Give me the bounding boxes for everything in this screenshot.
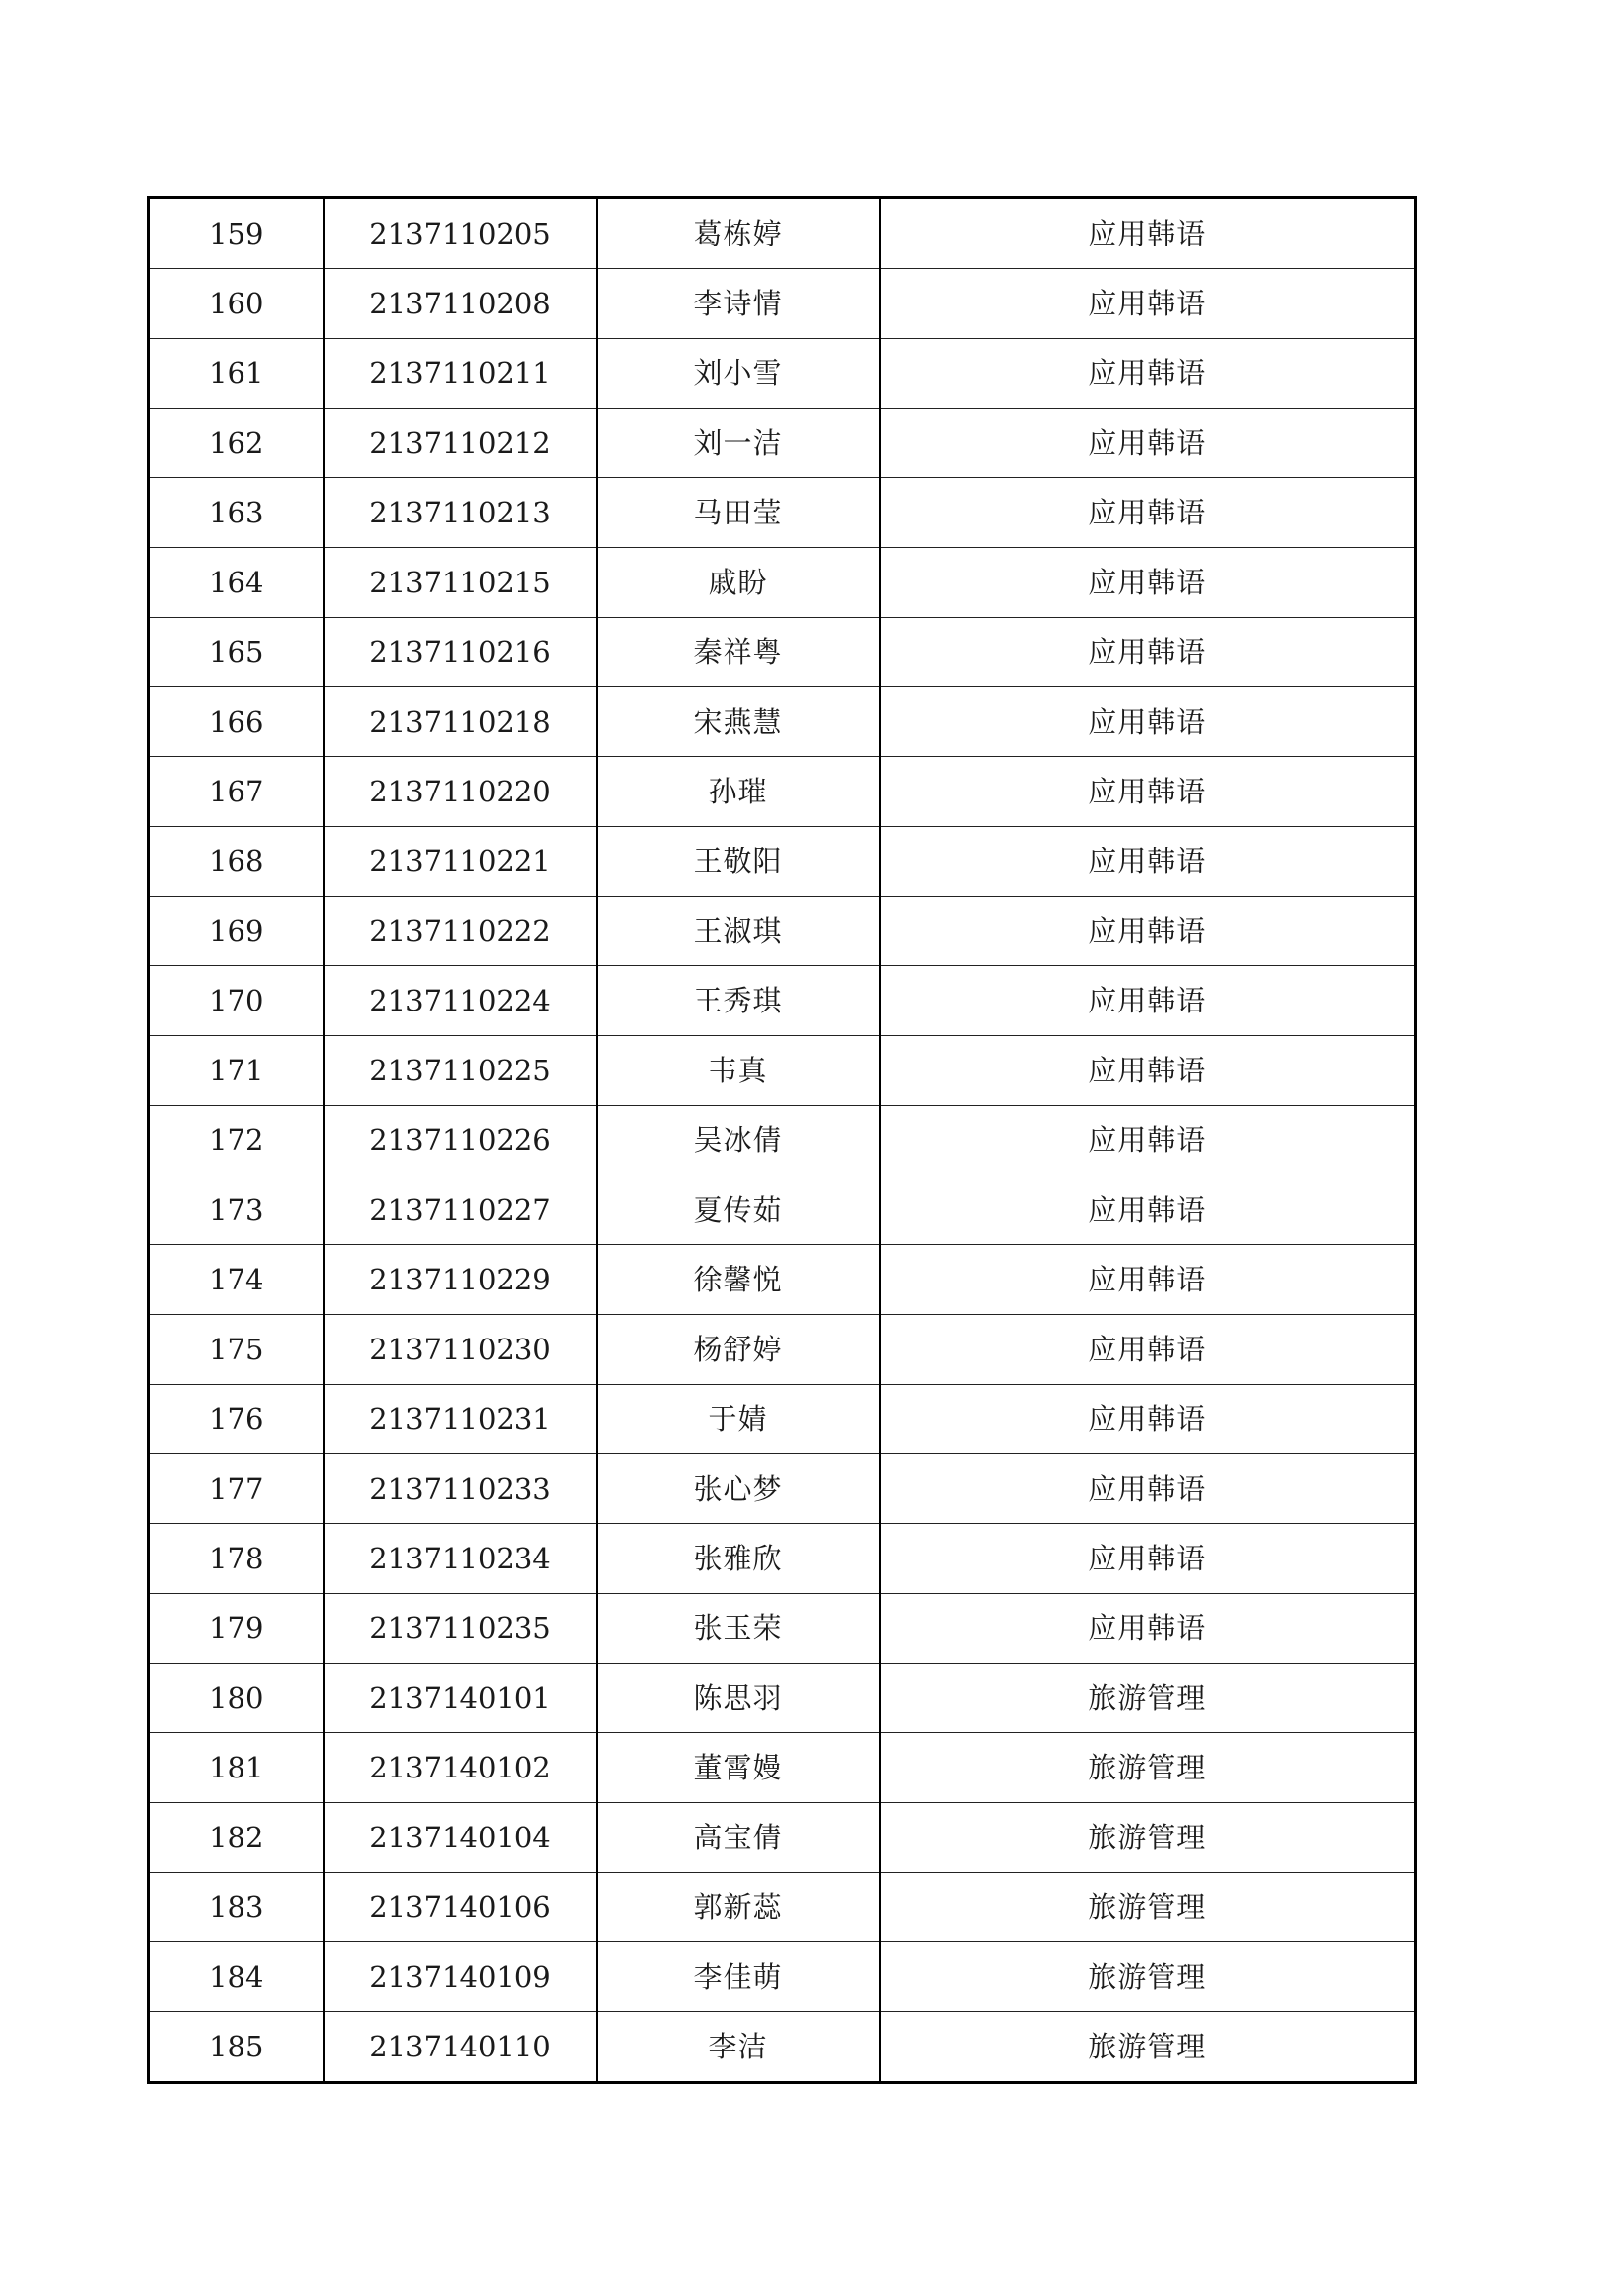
student-name: 葛栋婷 <box>597 198 880 269</box>
student-roster-table <box>147 196 1417 2084</box>
student-major: 应用韩语 <box>880 548 1416 618</box>
student-major: 应用韩语 <box>880 618 1416 687</box>
row-number: 178 <box>149 1524 324 1594</box>
student-major: 应用韩语 <box>880 1454 1416 1524</box>
row-number: 160 <box>149 269 324 339</box>
student-major: 应用韩语 <box>880 269 1416 339</box>
student-name: 王敬阳 <box>597 827 880 897</box>
roster-body <box>149 198 1416 2083</box>
table-row <box>149 1733 1416 1803</box>
row-number: 168 <box>149 827 324 897</box>
row-number: 166 <box>149 687 324 757</box>
row-number: 174 <box>149 1245 324 1315</box>
student-id: 2137140104 <box>324 1803 597 1873</box>
student-name: 刘一洁 <box>597 409 880 478</box>
table-row <box>149 1106 1416 1175</box>
student-name: 徐馨悦 <box>597 1245 880 1315</box>
row-number: 167 <box>149 757 324 827</box>
student-id: 2137110211 <box>324 339 597 409</box>
table-row <box>149 1036 1416 1106</box>
student-name: 马田莹 <box>597 478 880 548</box>
row-number: 170 <box>149 966 324 1036</box>
student-id: 2137110229 <box>324 1245 597 1315</box>
row-number: 169 <box>149 897 324 966</box>
student-name: 王淑琪 <box>597 897 880 966</box>
student-name: 吴冰倩 <box>597 1106 880 1175</box>
student-name: 韦真 <box>597 1036 880 1106</box>
student-major: 应用韩语 <box>880 966 1416 1036</box>
table-row <box>149 478 1416 548</box>
student-id: 2137110222 <box>324 897 597 966</box>
student-major: 应用韩语 <box>880 1245 1416 1315</box>
table-row <box>149 827 1416 897</box>
student-id: 2137140102 <box>324 1733 597 1803</box>
row-number: 175 <box>149 1315 324 1385</box>
student-major: 应用韩语 <box>880 1175 1416 1245</box>
student-name: 于婧 <box>597 1385 880 1454</box>
table-row <box>149 1245 1416 1315</box>
table-row <box>149 1315 1416 1385</box>
student-name: 陈思羽 <box>597 1664 880 1733</box>
student-major: 应用韩语 <box>880 1036 1416 1106</box>
student-name: 高宝倩 <box>597 1803 880 1873</box>
student-major: 应用韩语 <box>880 1385 1416 1454</box>
student-id: 2137110220 <box>324 757 597 827</box>
table-row <box>149 1942 1416 2012</box>
student-id: 2137110208 <box>324 269 597 339</box>
row-number: 180 <box>149 1664 324 1733</box>
student-name: 王秀琪 <box>597 966 880 1036</box>
table-row <box>149 687 1416 757</box>
student-name: 张心梦 <box>597 1454 880 1524</box>
student-major: 旅游管理 <box>880 1803 1416 1873</box>
student-id: 2137110234 <box>324 1524 597 1594</box>
row-number: 184 <box>149 1942 324 2012</box>
row-number: 181 <box>149 1733 324 1803</box>
row-number: 164 <box>149 548 324 618</box>
row-number: 163 <box>149 478 324 548</box>
student-id: 2137110205 <box>324 198 597 269</box>
table-row <box>149 1454 1416 1524</box>
student-major: 应用韩语 <box>880 1594 1416 1664</box>
row-number: 179 <box>149 1594 324 1664</box>
row-number: 173 <box>149 1175 324 1245</box>
row-number: 172 <box>149 1106 324 1175</box>
student-name: 夏传茹 <box>597 1175 880 1245</box>
student-id: 2137110221 <box>324 827 597 897</box>
row-number: 182 <box>149 1803 324 1873</box>
student-major: 旅游管理 <box>880 1942 1416 2012</box>
table-row <box>149 548 1416 618</box>
student-major: 应用韩语 <box>880 1315 1416 1385</box>
table-row <box>149 1385 1416 1454</box>
table-row <box>149 1803 1416 1873</box>
student-major: 应用韩语 <box>880 198 1416 269</box>
student-major: 应用韩语 <box>880 897 1416 966</box>
student-id: 2137110231 <box>324 1385 597 1454</box>
table-row <box>149 1594 1416 1664</box>
student-major: 应用韩语 <box>880 1524 1416 1594</box>
table-row <box>149 757 1416 827</box>
student-id: 2137110224 <box>324 966 597 1036</box>
student-major: 应用韩语 <box>880 687 1416 757</box>
student-name: 郭新蕊 <box>597 1873 880 1942</box>
table-row <box>149 966 1416 1036</box>
student-id: 2137140106 <box>324 1873 597 1942</box>
student-id: 2137110218 <box>324 687 597 757</box>
student-major: 应用韩语 <box>880 409 1416 478</box>
student-id: 2137140101 <box>324 1664 597 1733</box>
student-name: 秦祥粤 <box>597 618 880 687</box>
table-row <box>149 1175 1416 1245</box>
student-name: 董霄嫚 <box>597 1733 880 1803</box>
table-row <box>149 897 1416 966</box>
student-major: 应用韩语 <box>880 339 1416 409</box>
student-name: 孙璀 <box>597 757 880 827</box>
student-id: 2137110230 <box>324 1315 597 1385</box>
student-id: 2137140110 <box>324 2012 597 2083</box>
student-major: 应用韩语 <box>880 1106 1416 1175</box>
student-major: 旅游管理 <box>880 1733 1416 1803</box>
student-id: 2137110213 <box>324 478 597 548</box>
row-number: 183 <box>149 1873 324 1942</box>
student-name: 李佳萌 <box>597 1942 880 2012</box>
student-name: 戚盼 <box>597 548 880 618</box>
student-id: 2137110233 <box>324 1454 597 1524</box>
student-name: 张玉荣 <box>597 1594 880 1664</box>
row-number: 162 <box>149 409 324 478</box>
student-major: 旅游管理 <box>880 1873 1416 1942</box>
table-row <box>149 1873 1416 1942</box>
student-name: 宋燕慧 <box>597 687 880 757</box>
student-major: 应用韩语 <box>880 478 1416 548</box>
student-id: 2137110235 <box>324 1594 597 1664</box>
row-number: 161 <box>149 339 324 409</box>
row-number: 165 <box>149 618 324 687</box>
student-major: 应用韩语 <box>880 757 1416 827</box>
student-id: 2137110215 <box>324 548 597 618</box>
table-row <box>149 198 1416 269</box>
student-id: 2137110227 <box>324 1175 597 1245</box>
table-row <box>149 269 1416 339</box>
student-name: 李诗情 <box>597 269 880 339</box>
table-row <box>149 2012 1416 2083</box>
row-number: 177 <box>149 1454 324 1524</box>
student-major: 应用韩语 <box>880 827 1416 897</box>
row-number: 176 <box>149 1385 324 1454</box>
table-row <box>149 618 1416 687</box>
student-name: 杨舒婷 <box>597 1315 880 1385</box>
table-row <box>149 409 1416 478</box>
row-number: 171 <box>149 1036 324 1106</box>
student-major: 旅游管理 <box>880 2012 1416 2083</box>
student-id: 2137110216 <box>324 618 597 687</box>
student-name: 李洁 <box>597 2012 880 2083</box>
student-id: 2137110212 <box>324 409 597 478</box>
student-name: 刘小雪 <box>597 339 880 409</box>
table-row <box>149 1524 1416 1594</box>
student-id: 2137140109 <box>324 1942 597 2012</box>
table-row <box>149 339 1416 409</box>
student-major: 旅游管理 <box>880 1664 1416 1733</box>
student-id: 2137110226 <box>324 1106 597 1175</box>
row-number: 159 <box>149 198 324 269</box>
student-id: 2137110225 <box>324 1036 597 1106</box>
row-number: 185 <box>149 2012 324 2083</box>
table-row <box>149 1664 1416 1733</box>
student-name: 张雅欣 <box>597 1524 880 1594</box>
